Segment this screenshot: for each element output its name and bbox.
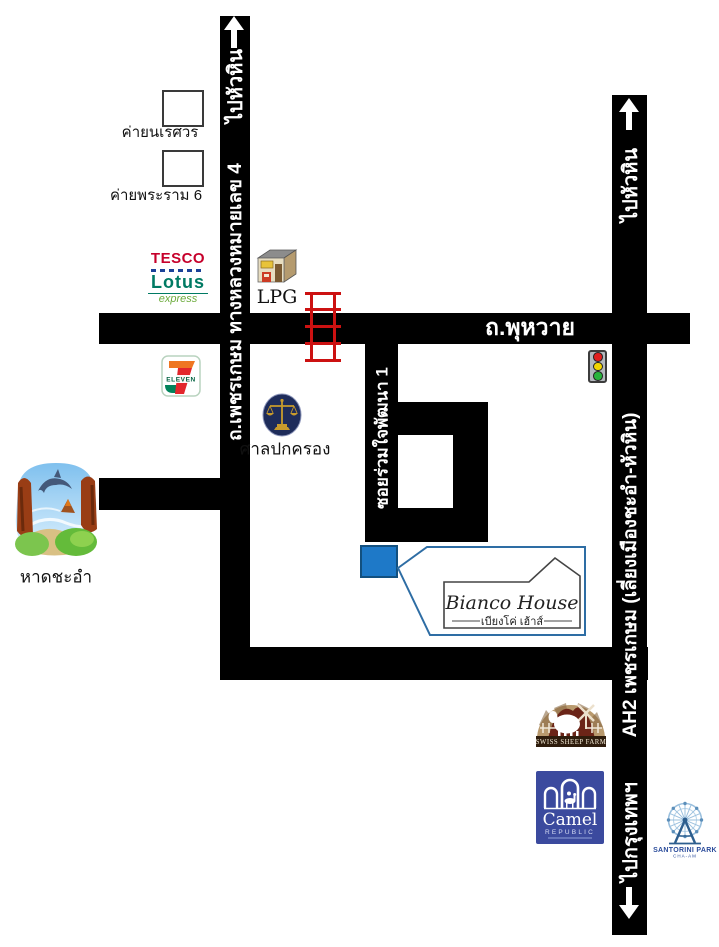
road-label-to-huahin-right: ไปหัวหิน: [620, 147, 642, 223]
bianco-house-name: Bianco House: [445, 592, 579, 614]
tesco-lotus-logo: [148, 251, 208, 305]
santorini-park-sub: CHA-AM: [673, 853, 697, 858]
tesco-express-text: express: [158, 292, 198, 305]
admin-court-label: ศาลปกครอง: [239, 439, 331, 459]
chaam-beach-icon: [8, 455, 104, 561]
lpg-label: LPG: [256, 286, 298, 308]
lpg-station-icon: [256, 248, 298, 288]
road-label-soi: ซอยร่วมใจพัฒนา 1: [372, 367, 392, 509]
traffic-light-icon: [588, 350, 607, 383]
swiss-sheep-farm-logo: [534, 679, 608, 752]
seven-eleven-logo: [161, 355, 201, 397]
road-label-phetkasem: ถ.เพชรเกษม ทางหลวงหมายเลข 4: [225, 163, 246, 441]
road-beach-branch: [99, 478, 220, 510]
bianco-house-callout: [394, 542, 592, 639]
camel-republic-name: Camel: [542, 810, 598, 830]
bianco-house-marker: [360, 545, 398, 578]
arrow-down-icon: [617, 885, 641, 919]
road-loop-bottom: [365, 508, 488, 542]
tesco-brand-text: TESCO: [150, 250, 206, 267]
road-label-ah2: AH2 เพชรเกษม (เลี่ยงเมืองชะอำ-หัวหิน): [620, 412, 641, 738]
camel-republic-word: REPUBLIC: [544, 829, 596, 836]
camel-republic-logo: [536, 771, 604, 844]
road-label-to-huahin-main: ไปหัวหิน: [225, 48, 247, 124]
camp-rama6-box: [162, 150, 204, 187]
camp-rama6-label: ค่ายพระราม 6: [109, 187, 203, 204]
camp-naresuan-label: ค่ายนเรศวร: [121, 124, 199, 141]
road-bottom-connector: [220, 647, 648, 680]
road-label-to-bangkok: ไปกรุงเทพฯ: [620, 782, 642, 882]
tesco-lotus-text: Lotus: [148, 273, 208, 294]
chaam-beach-label: หาดชะอำ: [19, 567, 93, 587]
road-phuhuay: [99, 313, 690, 344]
admin-court-icon: [262, 393, 302, 439]
bianco-house-thai: เบียงโค่ เฮ้าส์: [480, 616, 544, 628]
arrow-up-icon: [222, 16, 246, 50]
road-label-phuhuay: ถ.พุหวาย: [485, 314, 575, 340]
swiss-sheep-farm-text: SWISS SHEEP FARM: [535, 739, 607, 746]
santorini-park-name: SANTORINI PARK: [653, 847, 717, 854]
seven-eleven-word: ELEVEN: [166, 376, 196, 384]
santorini-park-logo: [653, 796, 717, 858]
arrow-up-icon: [617, 98, 641, 132]
railroad-crossing-icon: [308, 292, 338, 362]
